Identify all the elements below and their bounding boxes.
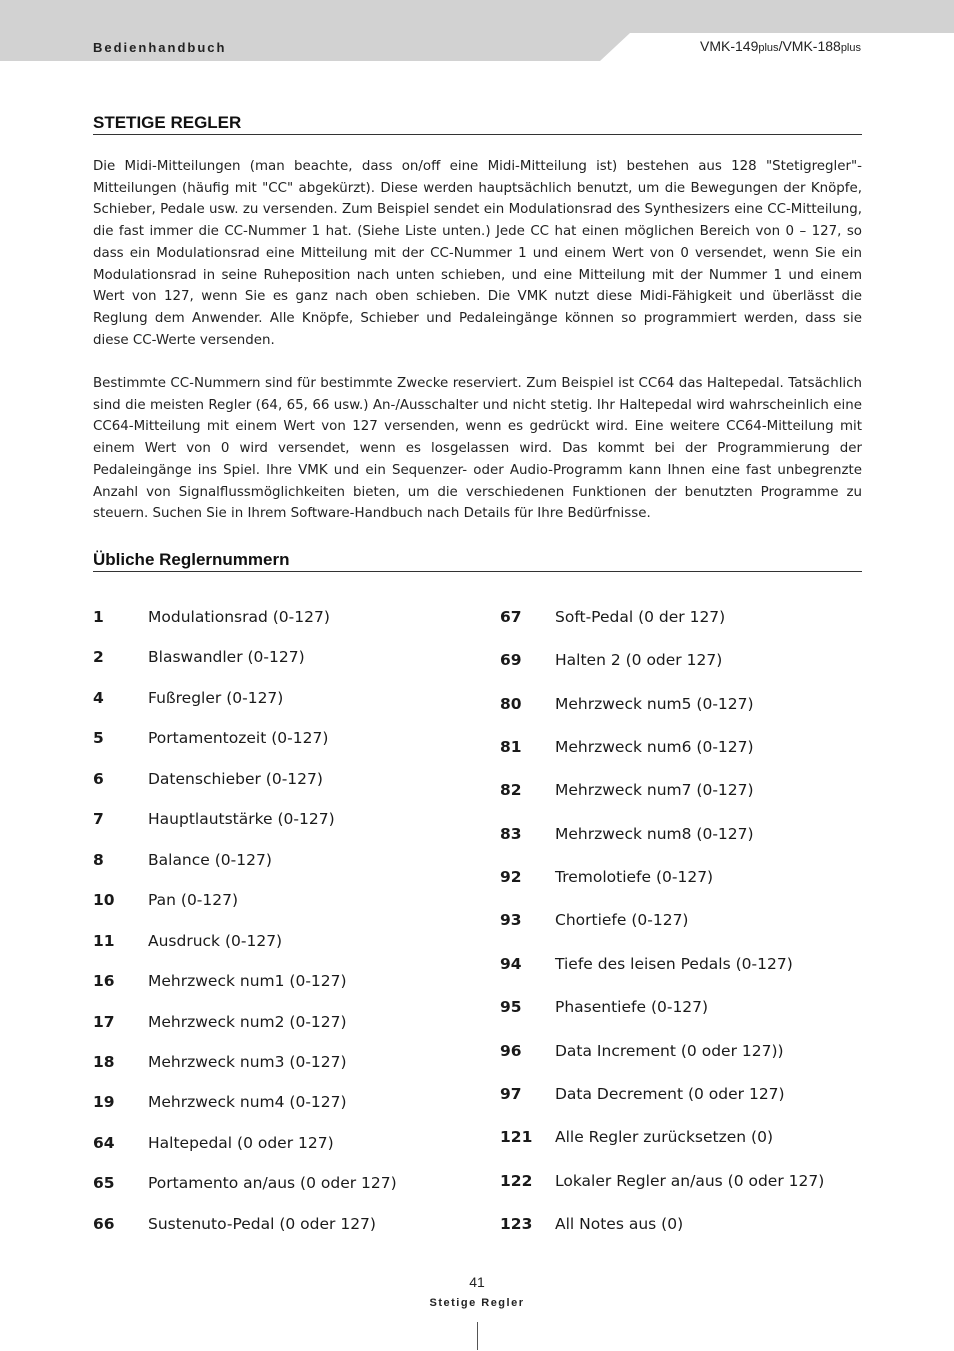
cc-list-item <box>93 1134 334 1152</box>
cc-list-item <box>500 868 713 886</box>
cc-label: Mehrzweck num8 (0-127) <box>555 824 754 843</box>
cc-list-item <box>500 651 722 669</box>
cc-number: 81 <box>500 738 522 757</box>
cc-number: 11 <box>93 931 115 950</box>
footer-divider <box>477 1322 478 1350</box>
cc-number: 5 <box>93 729 104 748</box>
cc-number: 121 <box>500 1128 533 1147</box>
model-name: VMK-149plus/VMK-188plus <box>700 38 861 54</box>
cc-number: 69 <box>500 651 522 670</box>
cc-label: Portamento an/aus (0 oder 127) <box>148 1174 397 1193</box>
cc-list-item <box>93 1053 347 1071</box>
cc-number: 67 <box>500 608 522 626</box>
cc-label: Mehrzweck num2 (0-127) <box>148 1012 347 1031</box>
cc-list-item <box>93 972 347 990</box>
cc-label: Modulationsrad (0-127) <box>148 608 330 626</box>
cc-list-item <box>93 689 283 707</box>
body-paragraph-2: Bestimmte CC-Nummern sind für bestimmte Zwecke reserviert. Zum Beispiel ist CC64 das Haltepedal. Tatsächlich sind die meisten Regler (64, 65, 66 usw.) An-/Ausschalter und nicht stetig. Ihr Haltepedal wird wahrscheinlich eine CC64-Mitteilung mit einem Wert von 127 versenden, wenn es gedrückt wird. Eine weitere CC64-Mitteilung mit einem Wert von 0 wird versendet, wenn es losgelassen wird. Das kommt bei der Programmierung der Pedaleingänge ins Spiel. Ihre VMK und ein Sequenzer- oder Audio-Programm kann Ihnen eine fast unbegrenzte Anzahl von Signalflussmöglichkeiten bieten, um die verschiedenen Funktionen der benutzten Programme zu steuern. Suchen Sie in Ihrem Software-Handbuch nach Details für Ihre Bedürfnisse. <box>93 376 862 522</box>
cc-number: 1 <box>93 608 104 626</box>
cc-label: Soft-Pedal (0 der 127) <box>555 608 726 626</box>
cc-number: 96 <box>500 1041 522 1060</box>
cc-label: Lokaler Regler an/aus (0 oder 127) <box>555 1171 825 1190</box>
cc-number: 2 <box>93 648 104 667</box>
cc-list-item <box>93 1013 347 1031</box>
footer-section-title: Stetige Regler <box>429 1297 525 1309</box>
cc-label: Chortiefe (0-127) <box>555 911 689 930</box>
cc-number: 83 <box>500 824 522 843</box>
cc-number: 10 <box>93 891 115 910</box>
cc-list-item <box>93 932 282 950</box>
cc-number: 95 <box>500 998 522 1017</box>
cc-number: 122 <box>500 1171 533 1190</box>
cc-list-item <box>500 738 754 756</box>
cc-number: 123 <box>500 1214 533 1233</box>
cc-number: 66 <box>93 1214 115 1233</box>
cc-number: 7 <box>93 810 104 829</box>
cc-number: 6 <box>93 769 104 788</box>
cc-number: 65 <box>93 1174 115 1193</box>
cc-label: Haltepedal (0 oder 127) <box>148 1133 334 1152</box>
cc-list-item <box>500 955 793 973</box>
cc-list-item <box>500 998 708 1016</box>
cc-number: 93 <box>500 911 522 930</box>
cc-number: 94 <box>500 954 522 973</box>
cc-label: Tiefe des leisen Pedals (0-127) <box>555 954 793 973</box>
cc-list-item <box>500 911 688 929</box>
cc-list-item <box>93 1093 347 1111</box>
page-number: 41 <box>469 1274 485 1290</box>
cc-list-item <box>93 729 328 747</box>
cc-list-item <box>500 1042 784 1060</box>
cc-label: All Notes aus (0) <box>555 1214 684 1233</box>
cc-label: Mehrzweck num5 (0-127) <box>555 694 754 713</box>
body-paragraph-1: Die Midi-Mitteilungen (man beachte, dass on/off eine Midi-Mitteilung ist) bestehen aus 128 "Stetigregler"-Mitteilungen (häufig mit "CC" abgekürzt). Diese werden hauptsächlich benutzt, um die Bewegungen der Knöpfe, Schieber, Pedale usw. zu versenden. Zum Beispiel sendet ein Modulationsrad des Synthesizers eine CC-Mitteilung, die fast immer die CC-Nummer 1 hat. (Siehe Liste unten.) Jede CC hat einen möglichen Bereich von 0 – 127, so dass ein Modulationsrad eine Mitteilung mit der CC-Nummer 1 und einem Wert von 0 versendet, wenn Sie ein Modulationsrad in seine Ruheposition nach unten schieben, und eine Mitteilung mit der Nummer 1 und einem Wert von 127, wenn Sie es ganz nach oben schieben. Die VMK nutzt diese Midi-Fähigkeit und überlässt die Reglung dem Anwender. Alle Knöpfe, Schieber und Pedaleingänge können so programmiert werden, dass sie diese CC-Werte versenden. <box>93 159 862 348</box>
cc-number: 8 <box>93 850 104 869</box>
cc-list-item <box>93 851 272 869</box>
cc-label: Mehrzweck num7 (0-127) <box>555 781 754 800</box>
section-heading-stetige-regler: STETIGE REGLER <box>93 113 862 135</box>
cc-list-item <box>93 810 335 828</box>
cc-label: Ausdruck (0-127) <box>148 931 283 950</box>
cc-list-item <box>500 1172 824 1190</box>
cc-label: Fußregler (0-127) <box>148 688 284 707</box>
cc-label: Phasentiefe (0-127) <box>555 998 709 1017</box>
cc-label: Sustenuto-Pedal (0 oder 127) <box>148 1214 376 1233</box>
cc-number: 92 <box>500 868 522 887</box>
cc-label: Data Decrement (0 oder 127) <box>555 1084 785 1103</box>
manual-title: Bedienhandbuch <box>93 40 227 55</box>
cc-list-item <box>500 781 754 799</box>
cc-label: Blaswandler (0-127) <box>148 648 305 667</box>
cc-list-item <box>500 1128 773 1146</box>
cc-number: 82 <box>500 781 522 800</box>
cc-list-item <box>93 1215 376 1233</box>
cc-list-item <box>500 608 725 626</box>
cc-label: Data Increment (0 oder 127)) <box>555 1041 784 1060</box>
cc-number: 80 <box>500 694 522 713</box>
cc-list-item <box>500 825 754 843</box>
cc-label: Halten 2 (0 oder 127) <box>555 651 723 670</box>
cc-number: 19 <box>93 1093 115 1112</box>
cc-list-item <box>93 891 238 909</box>
cc-label: Hauptlautstärke (0-127) <box>148 810 335 829</box>
cc-label: Mehrzweck num1 (0-127) <box>148 972 347 991</box>
cc-list-item <box>93 1174 397 1192</box>
section-heading-regler-nummern: Übliche Reglernummern <box>93 550 862 572</box>
cc-label: Alle Regler zurücksetzen (0) <box>555 1128 773 1147</box>
cc-label: Portamentozeit (0-127) <box>148 729 329 748</box>
cc-list-item <box>500 1215 683 1233</box>
cc-number: 18 <box>93 1052 115 1071</box>
cc-list-item <box>500 695 754 713</box>
cc-label: Mehrzweck num4 (0-127) <box>148 1093 347 1112</box>
cc-number: 97 <box>500 1084 522 1103</box>
cc-list-item <box>93 770 323 788</box>
cc-label: Tremolotiefe (0-127) <box>555 868 714 887</box>
cc-number: 16 <box>93 972 115 991</box>
cc-label: Datenschieber (0-127) <box>148 769 323 788</box>
cc-list-item <box>93 608 330 626</box>
cc-number: 4 <box>93 688 104 707</box>
cc-label: Mehrzweck num3 (0-127) <box>148 1052 347 1071</box>
cc-label: Pan (0-127) <box>148 891 239 910</box>
cc-label: Mehrzweck num6 (0-127) <box>555 738 754 757</box>
cc-number: 64 <box>93 1133 115 1152</box>
cc-list-item <box>93 648 305 666</box>
cc-label: Balance (0-127) <box>148 850 272 869</box>
cc-list-item <box>500 1085 785 1103</box>
cc-number: 17 <box>93 1012 115 1031</box>
